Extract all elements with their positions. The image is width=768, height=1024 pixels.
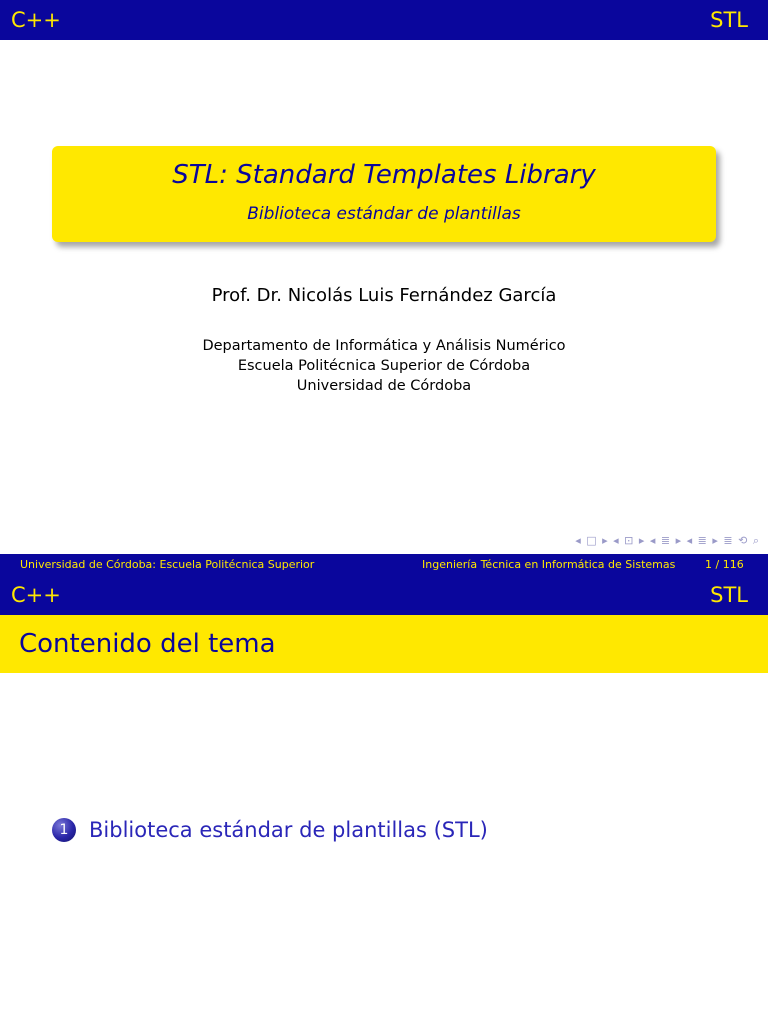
header-right-label: STL (710, 583, 748, 607)
slide-footer (0, 554, 768, 575)
presentation-subtitle: Biblioteca estándar de plantillas (247, 204, 521, 224)
title-box (52, 146, 716, 242)
footer-course: Ingeniería Técnica en Informática de Sistemas (422, 558, 676, 571)
author-name: Prof. Dr. Nicolás Luis Fernández García (211, 285, 557, 306)
header-left-label: C++ (11, 8, 61, 32)
section-number-ball-icon: 1 (52, 818, 76, 842)
institute-line: Departamento de Informática y Análisis Numérico (202, 338, 566, 354)
beamer-navigation-icons[interactable]: ◂ □ ▸ ◂ ⊡ ▸ ◂ ≣ ▸ ◂ ≣ ▸ ≣ ⟲ ⌕ (575, 534, 760, 547)
institute-block (0, 336, 768, 396)
slide-header-bar (0, 0, 768, 40)
presentation-title: STL: Standard Templates Library (172, 160, 596, 190)
footer-institution: Universidad de Córdoba: Escuela Politécnica Superior (20, 558, 315, 571)
header-left-label: C++ (11, 583, 61, 607)
institute-line: Escuela Politécnica Superior de Córdoba (237, 358, 531, 374)
toc-item-label[interactable]: Biblioteca estándar de plantillas (STL) (89, 818, 488, 842)
header-right-label: STL (710, 8, 748, 32)
toc-item[interactable] (52, 818, 488, 842)
frame-title: Contenido del tema (0, 615, 768, 673)
slide2-header-bar (0, 575, 768, 615)
page-number: 1 / 116 (705, 558, 744, 571)
institute-line: Universidad de Córdoba (296, 378, 472, 394)
